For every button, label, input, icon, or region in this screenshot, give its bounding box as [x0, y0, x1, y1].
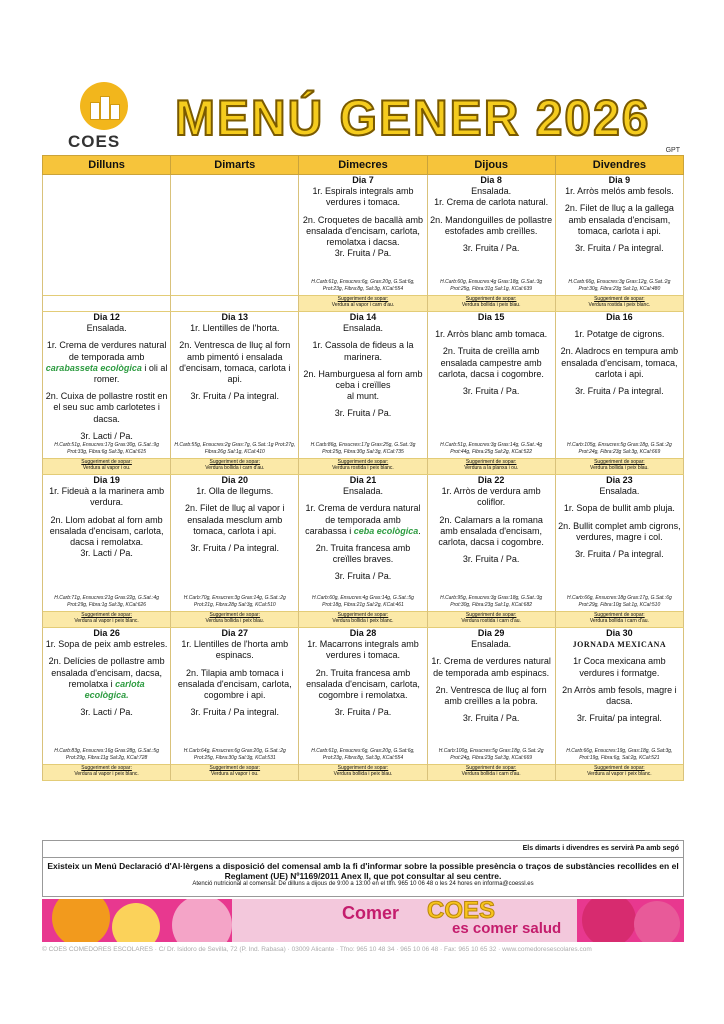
menu-line: 1r. Arròs de verdura amb coliflor.: [441, 486, 541, 508]
footer-address: © COES COMEDORES ESCOLARES · C/ Dr. Isidoro de Sevilla, 72 (P. Ind. Rabasa) · 03009 Alicante · Tfno: 965 10 48 34 · 965 10 06 48 · Fax: 965 10 65 32 · www.comedoresescolares.com: [42, 946, 592, 953]
dinner-suggestion-title: Suggeriment de sopar:: [81, 459, 132, 466]
menu-line: 1r. Crema de verdures natural de temporada amb espinacs.: [431, 656, 551, 678]
day-number: Dia 26: [93, 628, 120, 639]
menu-line: al munt.: [346, 391, 379, 402]
day-menu-cell: [555, 175, 683, 280]
menu-table: [42, 155, 684, 781]
logo-text: COES: [68, 132, 121, 151]
menu-line: [558, 639, 681, 650]
dinner-suggestion-title: Suggeriment de sopar:: [594, 459, 645, 466]
dinner-suggestion-text: Verdura bollida i peix blau.: [205, 618, 265, 625]
page-title: MENÚ GENER 2026: [175, 91, 651, 147]
menu-line: 2n. Cuixa de pollastre rostit en el seu suc amb carlotetes i dacsa.: [45, 391, 168, 424]
dinner-suggestion-text: Verdura al vapor i carn d'au.: [331, 302, 395, 309]
dinner-suggestion: [43, 765, 171, 781]
day-menu-cell: [427, 175, 555, 280]
menu-line: [45, 363, 168, 385]
week-row: [43, 175, 684, 280]
day-number: Dia 19: [93, 475, 120, 486]
menu-line: 3r. Fruita / Pa.: [334, 248, 392, 259]
ecological-highlight: carabasseta ecològica: [45, 362, 142, 373]
menu-line: 1r. Crema de verdura natural de temporada amb: [305, 503, 421, 525]
dinner-suggestion: [427, 765, 555, 781]
menu-line: Ensalada.: [342, 486, 383, 497]
week-row: [43, 312, 684, 443]
menu-line: 1r. Crema de carlota natural.: [434, 197, 549, 208]
day-menu-cell: [43, 475, 171, 596]
menu-line: 1r. Arròs blanc amb tomaca.: [435, 329, 548, 340]
menu-line: 3r. Fruita / Pa.: [334, 408, 392, 419]
lemon-slice-icon: [112, 903, 160, 942]
dinner-suggestion-row: [43, 765, 684, 781]
dinner-suggestion-text: Verdura rostida i carn d'au.: [461, 618, 521, 625]
dinner-suggestion-text: Verdura al vapor i ou.: [211, 771, 259, 778]
menu-line: Ensalada.: [86, 323, 127, 334]
dinner-suggestion-empty: [171, 296, 299, 312]
dinner-suggestion: [171, 765, 299, 781]
nutrition-info: H.Carb:55g, Ensucres:2g Gras:7g, G.Sat.:1g Prot:27g, Fibra:26g Sal:1g, KCal:410: [171, 442, 299, 459]
allergens-notice: Existeix un Menú Declaració d'Al·lèrgens a disposició del comensal amb la fi d'informar sobre la possible presència o traços de substàncies recollides en el Reglament (UE) Nº1169/2011 Anex II, que pot consultar al seu centre.: [47, 861, 679, 881]
dinner-suggestion-title: Suggeriment de sopar:: [465, 765, 517, 772]
week-row: [43, 475, 684, 596]
nutrition-info: H.Carb:51g, Ensucres:17g Gras:30g, G.Sat.:9g Prot:33g, Fibra:6g Sal:3g, KCal:615: [43, 442, 171, 459]
weekday-header: Divendres: [555, 156, 683, 175]
coes-logo: [60, 82, 150, 154]
ecological-highlight: ecològica.: [84, 690, 129, 701]
nutrition-info: H.Carb:100g, Ensucres:5g Gras:18g, G.Sat.:2g Prot:24g, Fibra:23g Sal:3g, KCal:669: [427, 748, 555, 765]
week-row: [43, 628, 684, 749]
menu-line: 2n. Truita de creïlla amb ensalada campestre amb carlota, dacsa i cogombre.: [438, 346, 544, 379]
dinner-suggestion: [427, 459, 555, 475]
menu-line: 2n. Aladrocs en tempura amb ensalada d'encisam, tomaca, carlota i api.: [560, 346, 679, 379]
menu-line: 2n. Mandonguilles de pollastre estofades amb creïlles.: [430, 214, 553, 236]
dinner-suggestion-text: Verdura rostida i peix blanc.: [588, 302, 651, 309]
nutrition-info: H.Carb:66g, Ensucres:18g Gras:17g, G.Sat.:6g Prot:29g, Fibra:10g Sal:1g, KCal:510: [555, 595, 683, 612]
allergens-box: [42, 857, 684, 897]
orange-slice-icon: [52, 899, 110, 942]
nutrition-info: H.Carb:66g, Ensucres:19g, Gras:18g, G.Sat:3g, Prot:19g, Fibra:6g, Sal:2g, KCal:521: [555, 748, 683, 765]
day-number: Dia 21: [349, 475, 377, 486]
dinner-suggestion-title: Suggeriment de sopar:: [209, 765, 261, 772]
menu-line: 1r. Arròs melós amb fesols.: [565, 186, 674, 197]
menu-line: 2n. Croquetes de bacallà amb ensalada d'encisam, carlota, remolatxa i dacsa.: [302, 214, 423, 248]
nutrition-info: H.Carb:60g, Ensucres:4g Gras:18g, G.Sat.:3g Prot:25g, Fibra:31g Sal:1g, KCal:639: [427, 279, 555, 296]
menu-line: Ensalada.: [342, 323, 383, 334]
day-number: Dia 30: [606, 628, 633, 639]
dinner-suggestion-row: [43, 459, 684, 475]
dinner-suggestion-row: [43, 296, 684, 312]
menu-line: 1r. Llentilles de l'horta.: [190, 323, 280, 334]
banner-comer: Comer: [342, 903, 400, 923]
dinner-suggestion-text: Verdura rostida i peix blanc.: [332, 465, 394, 472]
dinner-suggestion: [171, 459, 299, 475]
day-number: Dia 14: [349, 312, 377, 322]
menu-line: 1r. Macarrons integrals amb verdures i tomaca.: [307, 639, 419, 661]
dinner-suggestion-text: Verdura bollida i carn d'au.: [461, 771, 521, 778]
menu-line: 2n Arròs amb fesols, magre i dacsa.: [562, 684, 677, 707]
promo-banner: [42, 899, 684, 942]
grapefruit-slice-icon: [172, 899, 232, 942]
menu-line: 3r. Fruita / Pa integral.: [190, 707, 280, 718]
weekday-header: Dilluns: [43, 156, 171, 175]
menu-line: 3r. Fruita / Pa.: [462, 243, 520, 254]
line-text: .: [418, 525, 421, 536]
menu-line: 3r. Fruita / Pa.: [462, 386, 520, 397]
day-number: Dia 9: [608, 175, 631, 185]
dinner-suggestion-text: Verdura bollida i peix blau.: [461, 302, 521, 309]
dinner-suggestion-text: Verdura a la planxa i ou.: [464, 465, 519, 472]
day-menu-cell: [427, 628, 555, 749]
nutrition-row: [43, 595, 684, 612]
day-menu-cell: [427, 475, 555, 596]
menu-line: 3r. Fruita/ pa integral.: [576, 713, 662, 724]
dinner-suggestion-text: Verdura al vapor i peix blanc.: [587, 771, 652, 778]
menu-line: 3r. Lacti / Pa.: [80, 548, 133, 559]
banner-salud: es comer salud: [452, 920, 562, 937]
menu-line: 1r. Sopa de peix amb estreles.: [45, 639, 168, 650]
day-number: Dia 28: [349, 628, 377, 639]
dinner-suggestion-title: Suggeriment de sopar:: [337, 765, 389, 772]
watermelon-slice-icon: [634, 901, 680, 942]
nutrition-info: H.Carb:51g, Ensucres:3g Gras:14g, G.Sat.:4g Prot:44g, Fibra:25g Sal:2g, KCal:522: [427, 442, 555, 459]
dinner-suggestion: [555, 612, 683, 628]
day-menu-cell: [43, 312, 171, 443]
line-text: 2n. Delícies de pollastre amb ensalada d'encisam, dacsa, remolatxa i: [48, 656, 165, 689]
dinner-suggestion: [43, 459, 171, 475]
menu-line: 3r. Fruita / Pa.: [462, 713, 520, 724]
nutrition-info: H.Carb:61g, Ensucres:6g, Gras:20g, G.Sat:6g, Prot:23g, Fibra:8g, Sal:3g, KCal:554: [299, 748, 427, 765]
day-menu-cell: [555, 628, 683, 749]
dinner-suggestion-title: Suggeriment de sopar:: [337, 296, 389, 302]
menu-line: 3r. Fruita / Pa integral.: [190, 391, 280, 402]
menu-line: 2n. Truita francesa amb ensalada d'encisam, carlota, cogombre i remolatxa.: [306, 667, 420, 701]
dinner-suggestion-text: Verdura al vapor i peix blanc.: [74, 618, 139, 625]
menu-line: 1r. Llentilles de l'horta amb espinacs.: [181, 639, 289, 661]
day-menu-cell: [427, 312, 555, 443]
dinner-suggestion-title: Suggeriment de sopar:: [81, 765, 132, 772]
dinner-suggestion: [299, 296, 427, 312]
menu-line: 3r. Fruita / Pa integral.: [575, 243, 664, 254]
menu-line: 1r. Sopa de bullit amb pluja.: [563, 503, 675, 514]
logo-children-icon: [90, 94, 118, 120]
menu-line: [45, 656, 168, 690]
menu-line: [301, 526, 424, 537]
dinner-suggestion: [555, 459, 683, 475]
menu-line: 3r. Fruita / Pa integral.: [575, 549, 664, 560]
nutrition-contact: Atenció nutricional al comensal: De dilluns a dijous de 9:00 a 13:00 en el tlfn. 965 10 06 48 o les 24 hores en informa@coessl.es: [192, 881, 534, 887]
menu-line: 3r. Fruita / Pa.: [334, 707, 392, 718]
day-menu-cell: [171, 312, 299, 443]
weekday-header: Dimarts: [171, 156, 299, 175]
dinner-suggestion-text: Verdura al vapor i ou.: [82, 465, 131, 472]
dinner-suggestion-text: Verdura bollida i peix blau.: [590, 465, 649, 472]
weekday-header: Dijous: [427, 156, 555, 175]
dinner-suggestion-title: Suggeriment de sopar:: [81, 612, 132, 619]
line-text: i oli al romer.: [93, 362, 168, 385]
day-number: Dia 27: [221, 628, 249, 639]
menu-line: 2n. Truita francesa amb creïlles braves.: [315, 543, 411, 565]
day-menu-cell: [299, 475, 427, 596]
theme-day-label: JORNADA MEXICANA: [572, 640, 667, 650]
nutrition-row: [43, 748, 684, 765]
day-number: Dia 20: [221, 475, 249, 486]
nutrition-info-empty: [171, 279, 299, 296]
day-menu-cell: [555, 312, 683, 443]
nutrition-row: [43, 442, 684, 459]
dinner-suggestion-title: Suggeriment de sopar:: [594, 765, 645, 772]
menu-line: 3r. Fruita / Pa integral.: [190, 543, 280, 554]
day-number: Dia 8: [480, 175, 502, 185]
nutrition-info: H.Carb:70g, Ensucres:3g Gras:14g, G.Sat.:2g Prot:21g, Fibra:28g Sal:3g, KCal:510: [171, 595, 299, 612]
day-menu-cell: [299, 628, 427, 749]
day-menu-cell: [43, 628, 171, 749]
dinner-suggestion-title: Suggeriment de sopar:: [209, 612, 261, 619]
menu-line: 3r. Lacti / Pa.: [80, 430, 133, 441]
menu-line: 1r. Olla de llegums.: [196, 486, 274, 497]
day-menu-cell: [43, 175, 171, 280]
dinner-suggestion-text: Verdura bollida i peix blanc.: [332, 618, 394, 625]
day-number: Dia 13: [221, 312, 249, 322]
dinner-suggestion-title: Suggeriment de sopar:: [465, 296, 517, 302]
day-number: Dia 23: [606, 475, 633, 486]
ecological-highlight: carlota: [115, 678, 145, 689]
nutrition-info-empty: [43, 279, 171, 296]
menu-line: 1r. Cassola de fideus a la marinera.: [312, 340, 414, 362]
day-number: Dia 16: [606, 312, 633, 322]
dinner-suggestion: [555, 765, 683, 781]
menu-line: 2n. Ventresca de lluç al forn amb creïlles a la pobra.: [435, 684, 547, 707]
menu-line: 2n. Ventresca de lluç al forn amb pimentó i ensalada d'encisam, tomaca, carlota i api.: [179, 340, 291, 385]
dinner-suggestion-empty: [43, 296, 171, 312]
menu-line: 1r. Potatge de cigrons.: [574, 329, 665, 340]
banner-coes: COES: [427, 899, 496, 924]
nutrition-info: H.Carb:60g, Ensucres:4g Gras:14g, G.Sat.:5g Prot:18g, Fibra:21g Sal:2g, KCal:461: [299, 595, 427, 612]
menu-body: [43, 175, 684, 781]
dinner-suggestion-text: Verdura bollida i carn d'au.: [205, 465, 265, 472]
nutrition-info: H.Carb:71g, Ensucres:21g Gras:22g, G.Sat.:4g Prot:29g, Fibra:1g Sal:3g, KCal:626: [43, 595, 171, 612]
menu-line: 3r. Fruita / Pa integral.: [575, 386, 664, 397]
dinner-suggestion-text: Verdura bollida i peix blau.: [333, 771, 393, 778]
day-menu-cell: [299, 175, 427, 280]
menu-line: 2n. Filet de lluç a la gallega amb ensalada d'encisam, tomaca, carlota i api.: [564, 203, 674, 236]
menu-line: 2n. Calamars a la romana amb ensalada d'encisam, carlota, dacsa i cogombre.: [438, 514, 544, 548]
nutrition-row: [43, 279, 684, 296]
menu-line: 2n. Hamburguesa al forn amb ceba i creïlles: [303, 368, 423, 391]
dinner-suggestion-text: Verdura bollida i carn d'au.: [589, 618, 649, 625]
menu-line: 1r. Fideuà a la marinera amb verdura.: [49, 486, 165, 508]
dinner-suggestion: [299, 459, 427, 475]
menu-line: 3r. Lacti / Pa.: [80, 707, 133, 718]
day-menu-cell: [171, 475, 299, 596]
menu-line: Ensalada.: [599, 486, 640, 497]
dinner-suggestion-title: Suggeriment de sopar:: [465, 612, 517, 619]
menu-line: 2n. Llom adobat al forn amb ensalada d'encisam, carlota, dacsa i remolatxa.: [49, 514, 164, 548]
dinner-suggestion: [427, 296, 555, 312]
day-menu-cell: [171, 175, 299, 280]
day-menu-cell: [171, 628, 299, 749]
nutrition-info: H.Carb:86g, Ensucres:17g Gras:25g, G.Sat.:3g Prot:25g, Fibra:30g Sal:3g, KCal:735: [299, 442, 427, 459]
dinner-suggestion: [299, 765, 427, 781]
dinner-suggestion-title: Suggeriment de sopar:: [594, 296, 645, 302]
dinner-suggestion-title: Suggeriment de sopar:: [209, 459, 261, 466]
day-menu-cell: [555, 475, 683, 596]
menu-line: Ensalada.: [471, 186, 512, 197]
day-number: Dia 15: [477, 312, 505, 322]
dinner-suggestion: [427, 612, 555, 628]
nutrition-info: H.Carb:61g, Ensucres:6g, Gras:20g, G.Sat:6g, Prot:23g, Fibra:8g, Sal:3g, KCal:554: [299, 279, 427, 296]
bread-note: Els dimarts i divendres es servirà Pa amb segó: [42, 840, 684, 857]
menu-line: 2n. Bullit complet amb cigrons, verdures, magre i col.: [558, 520, 681, 542]
watermelon-slice-icon: [582, 899, 636, 942]
nutrition-info: H.Carb:105g, Ensucres:5g Gras:18g, G.Sat.:2g Prot:24g, Fibra:23g Sal:3g, KCal:669: [555, 442, 683, 459]
menu-line: 3r. Fruita / Pa.: [334, 571, 392, 582]
menu-line: 3r. Fruita / Pa.: [462, 554, 520, 565]
menu-line: 2n. Tilapia amb tomaca i ensalada d'encisam, carlota, cogombre i api.: [177, 667, 292, 701]
menu-line: 2n. Filet de lluç al vapor i ensalada mesclum amb tomaca, carlota i api.: [185, 503, 285, 536]
weekday-header: Dimecres: [299, 156, 427, 175]
dinner-suggestion-title: Suggeriment de sopar:: [594, 612, 645, 619]
day-number: Dia 12: [93, 312, 120, 322]
menu-line: 1r. Crema de verdures natural de temporada amb: [46, 340, 167, 362]
dinner-suggestion: [555, 296, 683, 312]
line-text: carabassa i: [305, 525, 354, 536]
menu-line: 1r. Espirals integrals amb verdures i tomaca.: [312, 186, 414, 208]
dinner-suggestion: [171, 612, 299, 628]
day-menu-cell: [299, 312, 427, 443]
dinner-suggestion-title: Suggeriment de sopar:: [465, 459, 517, 466]
nutrition-info: H.Carb:64g, Ensucres:6g Gras:20g, G.Sat.:2g Prot:25g, Fibra:30g Sal:3g, KCal:531: [171, 748, 299, 765]
nutrition-info: H.Carb:95g, Ensucres:3g Gras:18g, G.Sat.:3g Prot:30g, Fibra:23g Sal:1g, KCal:682: [427, 595, 555, 612]
dinner-suggestion: [43, 612, 171, 628]
menu-line: [45, 690, 168, 701]
menu-code: GPT: [665, 147, 680, 154]
menu-line: 1r Coca mexicana amb verdures i formatge.: [573, 656, 666, 678]
ecological-highlight: ceba ecològica: [353, 525, 419, 536]
nutrition-info: H.Carb:66g, Ensucres:3g Gras:12g, G.Sat.:2g Prot:30g, Fibra:23g Sal:1g, KCal:480: [555, 279, 683, 296]
day-number: Dia 7: [352, 175, 374, 185]
dinner-suggestion-row: [43, 612, 684, 628]
dinner-suggestion-text: Verdura al vapor i peix blanc.: [74, 771, 139, 778]
day-number: Dia 22: [477, 475, 505, 486]
dinner-suggestion: [299, 612, 427, 628]
dinner-suggestion-title: Suggeriment de sopar:: [337, 612, 389, 619]
menu-line: Ensalada.: [471, 639, 512, 650]
day-number: Dia 29: [477, 628, 505, 639]
weekday-header-row: [43, 156, 684, 175]
dinner-suggestion-title: Suggeriment de sopar:: [337, 459, 389, 466]
nutrition-info: H.Carb:83g, Ensucres:16g Gras:28g, G.Sat.:5g Prot:29g, Fibra:11g Sal:2g, KCal:728: [43, 748, 171, 765]
